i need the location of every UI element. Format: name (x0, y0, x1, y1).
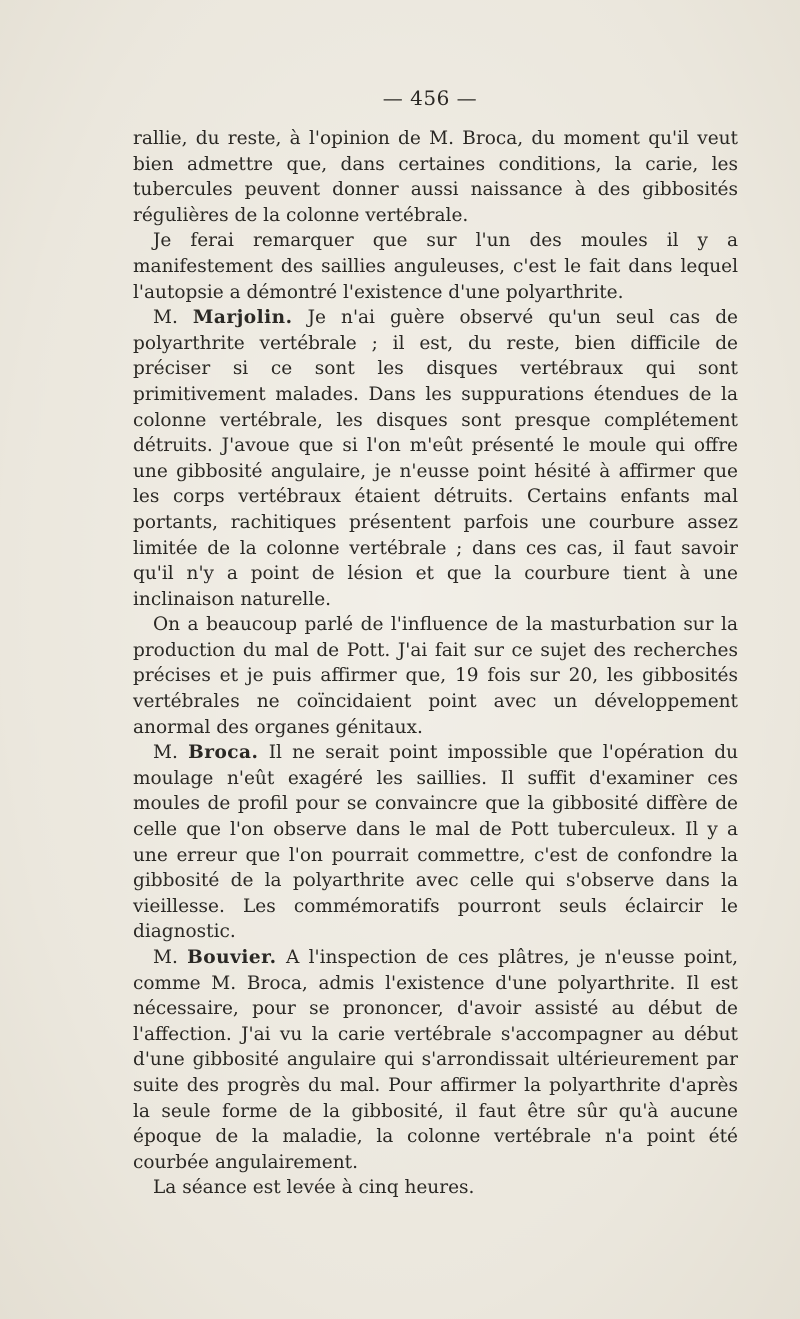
speaker-prefix: M. (153, 742, 178, 764)
paragraph-text: On a beaucoup parlé de l'influence de la masturbation sur la production du mal de Pott. J'ai fait sur ce sujet des recherches précises et je puis affirmer que, 19 fois sur 20, les gibbosités vertébrales ne coïncidaient point avec un développement anormal des organes génitaux. (133, 614, 738, 738)
speaker-name: Marjolin. (192, 307, 293, 329)
paragraph-continuation (133, 126, 738, 228)
page-number: — 456 — (382, 86, 478, 110)
speech-text: Je n'ai guère observé qu'un seul cas de polyarthrite vertébrale ; il est, du reste, bien difficile de préciser si ce sont les disques vertébraux qui sont primitivement malades. Dans les suppurations étendues de la colonne vertébrale, les disques sont presque complétement détruits. J'avoue que si l'on m'eût présenté le moule qui offre une gibbosité angulaire, je n'eusse point hésité à affirmer que les corps vertébraux étaient détruits. Certains enfants mal portants, rachitiques présentent parfois une courbure assez limitée de la colonne vertébrale ; dans ces cas, il faut savoir qu'il n'y a point de lésion et que la courbure tient à une inclinaison naturelle. (133, 307, 738, 610)
paragraph-text: La séance est levée à cinq heures. (153, 1177, 475, 1199)
paragraph (133, 228, 738, 305)
paragraph-text: rallie, du reste, à l'opinion de M. Broca, du moment qu'il veut bien admettre que, dans certaines conditions, la carie, les tubercules peuvent donner aussi naissance à des gibbosités régulières de la colonne vertébrale. (133, 128, 738, 226)
paragraph-text: Je ferai remarquer que sur l'un des moules il y a manifestement des saillies anguleuses, c'est le fait dans lequel l'autopsie a démontré l'existence d'une polyarthrite. (133, 230, 738, 303)
speaker-name: Bouvier. (187, 947, 277, 968)
speech-bouvier (133, 945, 738, 1175)
speech-text: Il ne serait point impossible que l'opération du moulage n'eût exagéré les saillies. Il suffit d'examiner ces moules de profil pour se convaincre que la gibbosité diffère de celle que l'on observe dans le mal de Pott tuberculeux. Il y a une erreur que l'on pourrait commettre, c'est de confondre la gibbosité de la polyarthrite avec celle qui s'observe dans la vieillesse. Les commémoratifs pourront seuls éclaircir le diagnostic. (133, 742, 739, 943)
speaker-name: Broca. (188, 742, 259, 764)
body-text (133, 126, 738, 1201)
speech-marjolin (133, 305, 738, 612)
speaker-prefix: M. (153, 947, 178, 968)
speaker-prefix: M. (153, 307, 178, 329)
paragraph (133, 612, 738, 740)
speech-text: A l'inspection de ces plâtres, je n'eusse point, comme M. Broca, admis l'existence d'une polyarthrite. Il est nécessaire, pour se prononcer, d'avoir assisté au début de l'affection. J'ai vu la carie vertébrale s'accompagner au début d'une gibbosité angulaire qui s'arrondissait ultérieurement par suite des progrès du mal. Pour affirmer la polyarthrite d'après la seule forme de la gibbosité, il faut être sûr qu'à aucune époque de la maladie, la colonne vertébrale n'a point été courbée angulairement. (133, 947, 738, 1173)
speech-broca (133, 740, 738, 945)
closing-line (133, 1175, 738, 1201)
